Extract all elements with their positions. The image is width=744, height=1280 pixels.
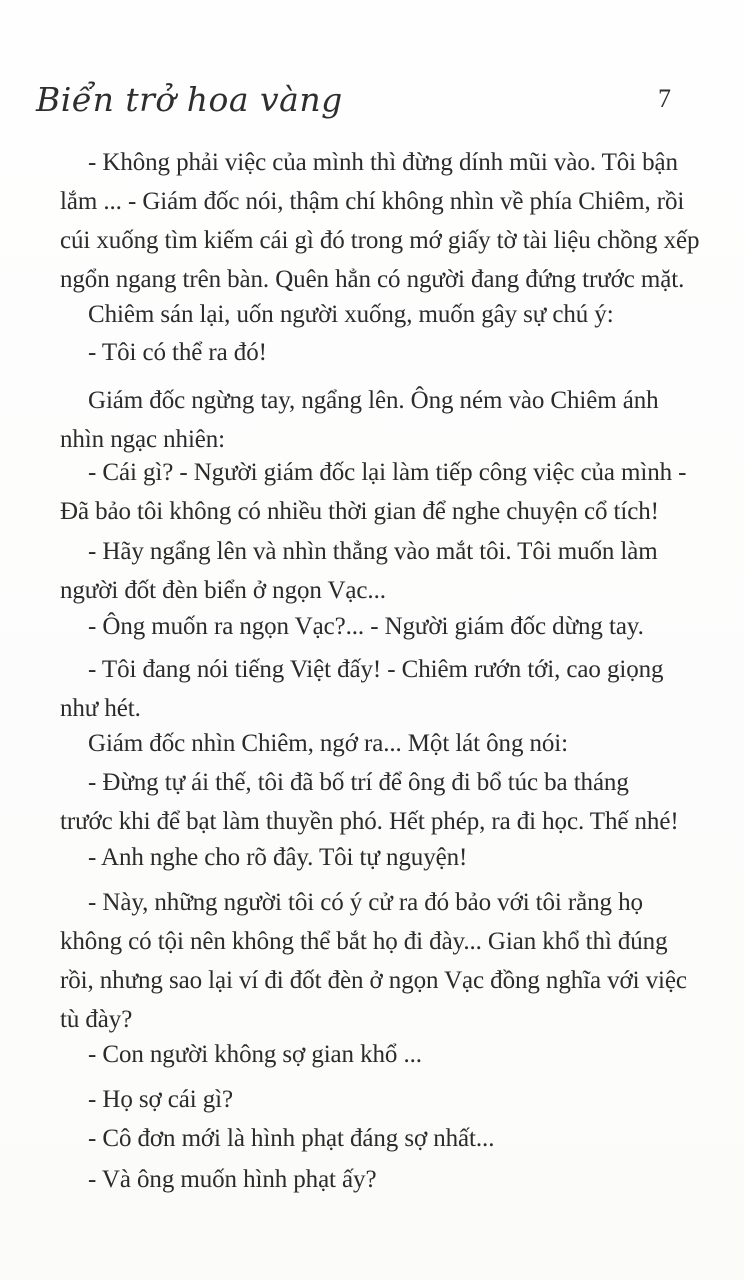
paragraph <box>60 381 659 459</box>
paragraph <box>88 295 614 334</box>
paragraph <box>60 143 699 299</box>
paragraph <box>88 607 644 646</box>
text-line: - Cái gì? - Người giám đốc lại làm tiếp công việc của mình - <box>88 459 687 486</box>
paragraph <box>88 1035 422 1074</box>
text-line: - Cô đơn mới là hình phạt đáng sợ nhất... <box>88 1125 495 1152</box>
page-number: 7 <box>658 84 671 113</box>
text-line: - Con người không sợ gian khổ ... <box>88 1041 422 1068</box>
text-line: - Đừng tự ái thế, tôi đã bố trí để ông đi bổ túc ba tháng <box>88 769 629 796</box>
text-line: - Không phải việc của mình thì đừng dính mũi vào. Tôi bận <box>88 149 678 176</box>
text-line: Giám đốc nhìn Chiêm, ngớ ra... Một lát ông nói: <box>88 730 568 757</box>
paragraph <box>88 1080 233 1119</box>
text-line: - Này, những người tôi có ý cử ra đó bảo với tôi rằng họ <box>88 889 643 916</box>
text-line: cúi xuống tìm kiếm cái gì đó trong mớ giấy tờ tài liệu chồng xếp <box>60 227 700 254</box>
paragraph <box>60 650 663 728</box>
text-line: không có tội nên không thể bắt họ đi đày... Gian khổ thì đúng <box>60 928 668 955</box>
running-header-title: Biển trở hoa vàng <box>36 80 343 119</box>
paragraph <box>60 532 658 610</box>
paragraph <box>60 763 679 841</box>
text-line: Đã bảo tôi không có nhiều thời gian để nghe chuyện cổ tích! <box>60 498 659 525</box>
text-line: tù đày? <box>60 1006 133 1033</box>
text-line: Giám đốc ngừng tay, ngẩng lên. Ông ném vào Chiêm ánh <box>88 387 659 414</box>
paragraph <box>88 1119 494 1158</box>
text-line: lắm ... - Giám đốc nói, thậm chí không nhìn về phía Chiêm, rồi <box>60 188 685 215</box>
text-line: - Hãy ngẩng lên và nhìn thẳng vào mắt tôi. Tôi muốn làm <box>88 538 658 565</box>
text-line: Chiêm sán lại, uốn người xuống, muốn gây sự chú ý: <box>88 301 614 328</box>
text-line: - Tôi đang nói tiếng Việt đấy! - Chiêm rướn tới, cao giọng <box>88 656 664 683</box>
text-line: nhìn ngạc nhiên: <box>60 426 226 453</box>
paragraph <box>88 1160 376 1199</box>
paragraph <box>88 724 568 763</box>
paragraph <box>88 838 467 877</box>
text-line: - Ông muốn ra ngọn Vạc?... - Người giám đốc dừng tay. <box>88 613 644 640</box>
paragraph <box>60 453 686 531</box>
paragraph <box>88 333 267 372</box>
text-line: rồi, nhưng sao lại ví đi đốt đèn ở ngọn Vạc đồng nghĩa với việc <box>60 967 687 994</box>
text-line: người đốt đèn biển ở ngọn Vạc... <box>60 577 386 604</box>
text-line: - Tôi có thể ra đó! <box>88 339 267 366</box>
text-line: ngổn ngang trên bàn. Quên hẳn có người đang đứng trước mặt. <box>60 266 685 293</box>
paragraph <box>60 883 687 1039</box>
text-line: trước khi để bạt làm thuyền phó. Hết phép, ra đi học. Thế nhé! <box>60 808 679 835</box>
text-line: - Và ông muốn hình phạt ấy? <box>88 1166 377 1193</box>
text-line: - Họ sợ cái gì? <box>88 1086 234 1113</box>
text-line: - Anh nghe cho rõ đây. Tôi tự nguyện! <box>88 844 468 871</box>
text-line: như hét. <box>60 695 141 722</box>
